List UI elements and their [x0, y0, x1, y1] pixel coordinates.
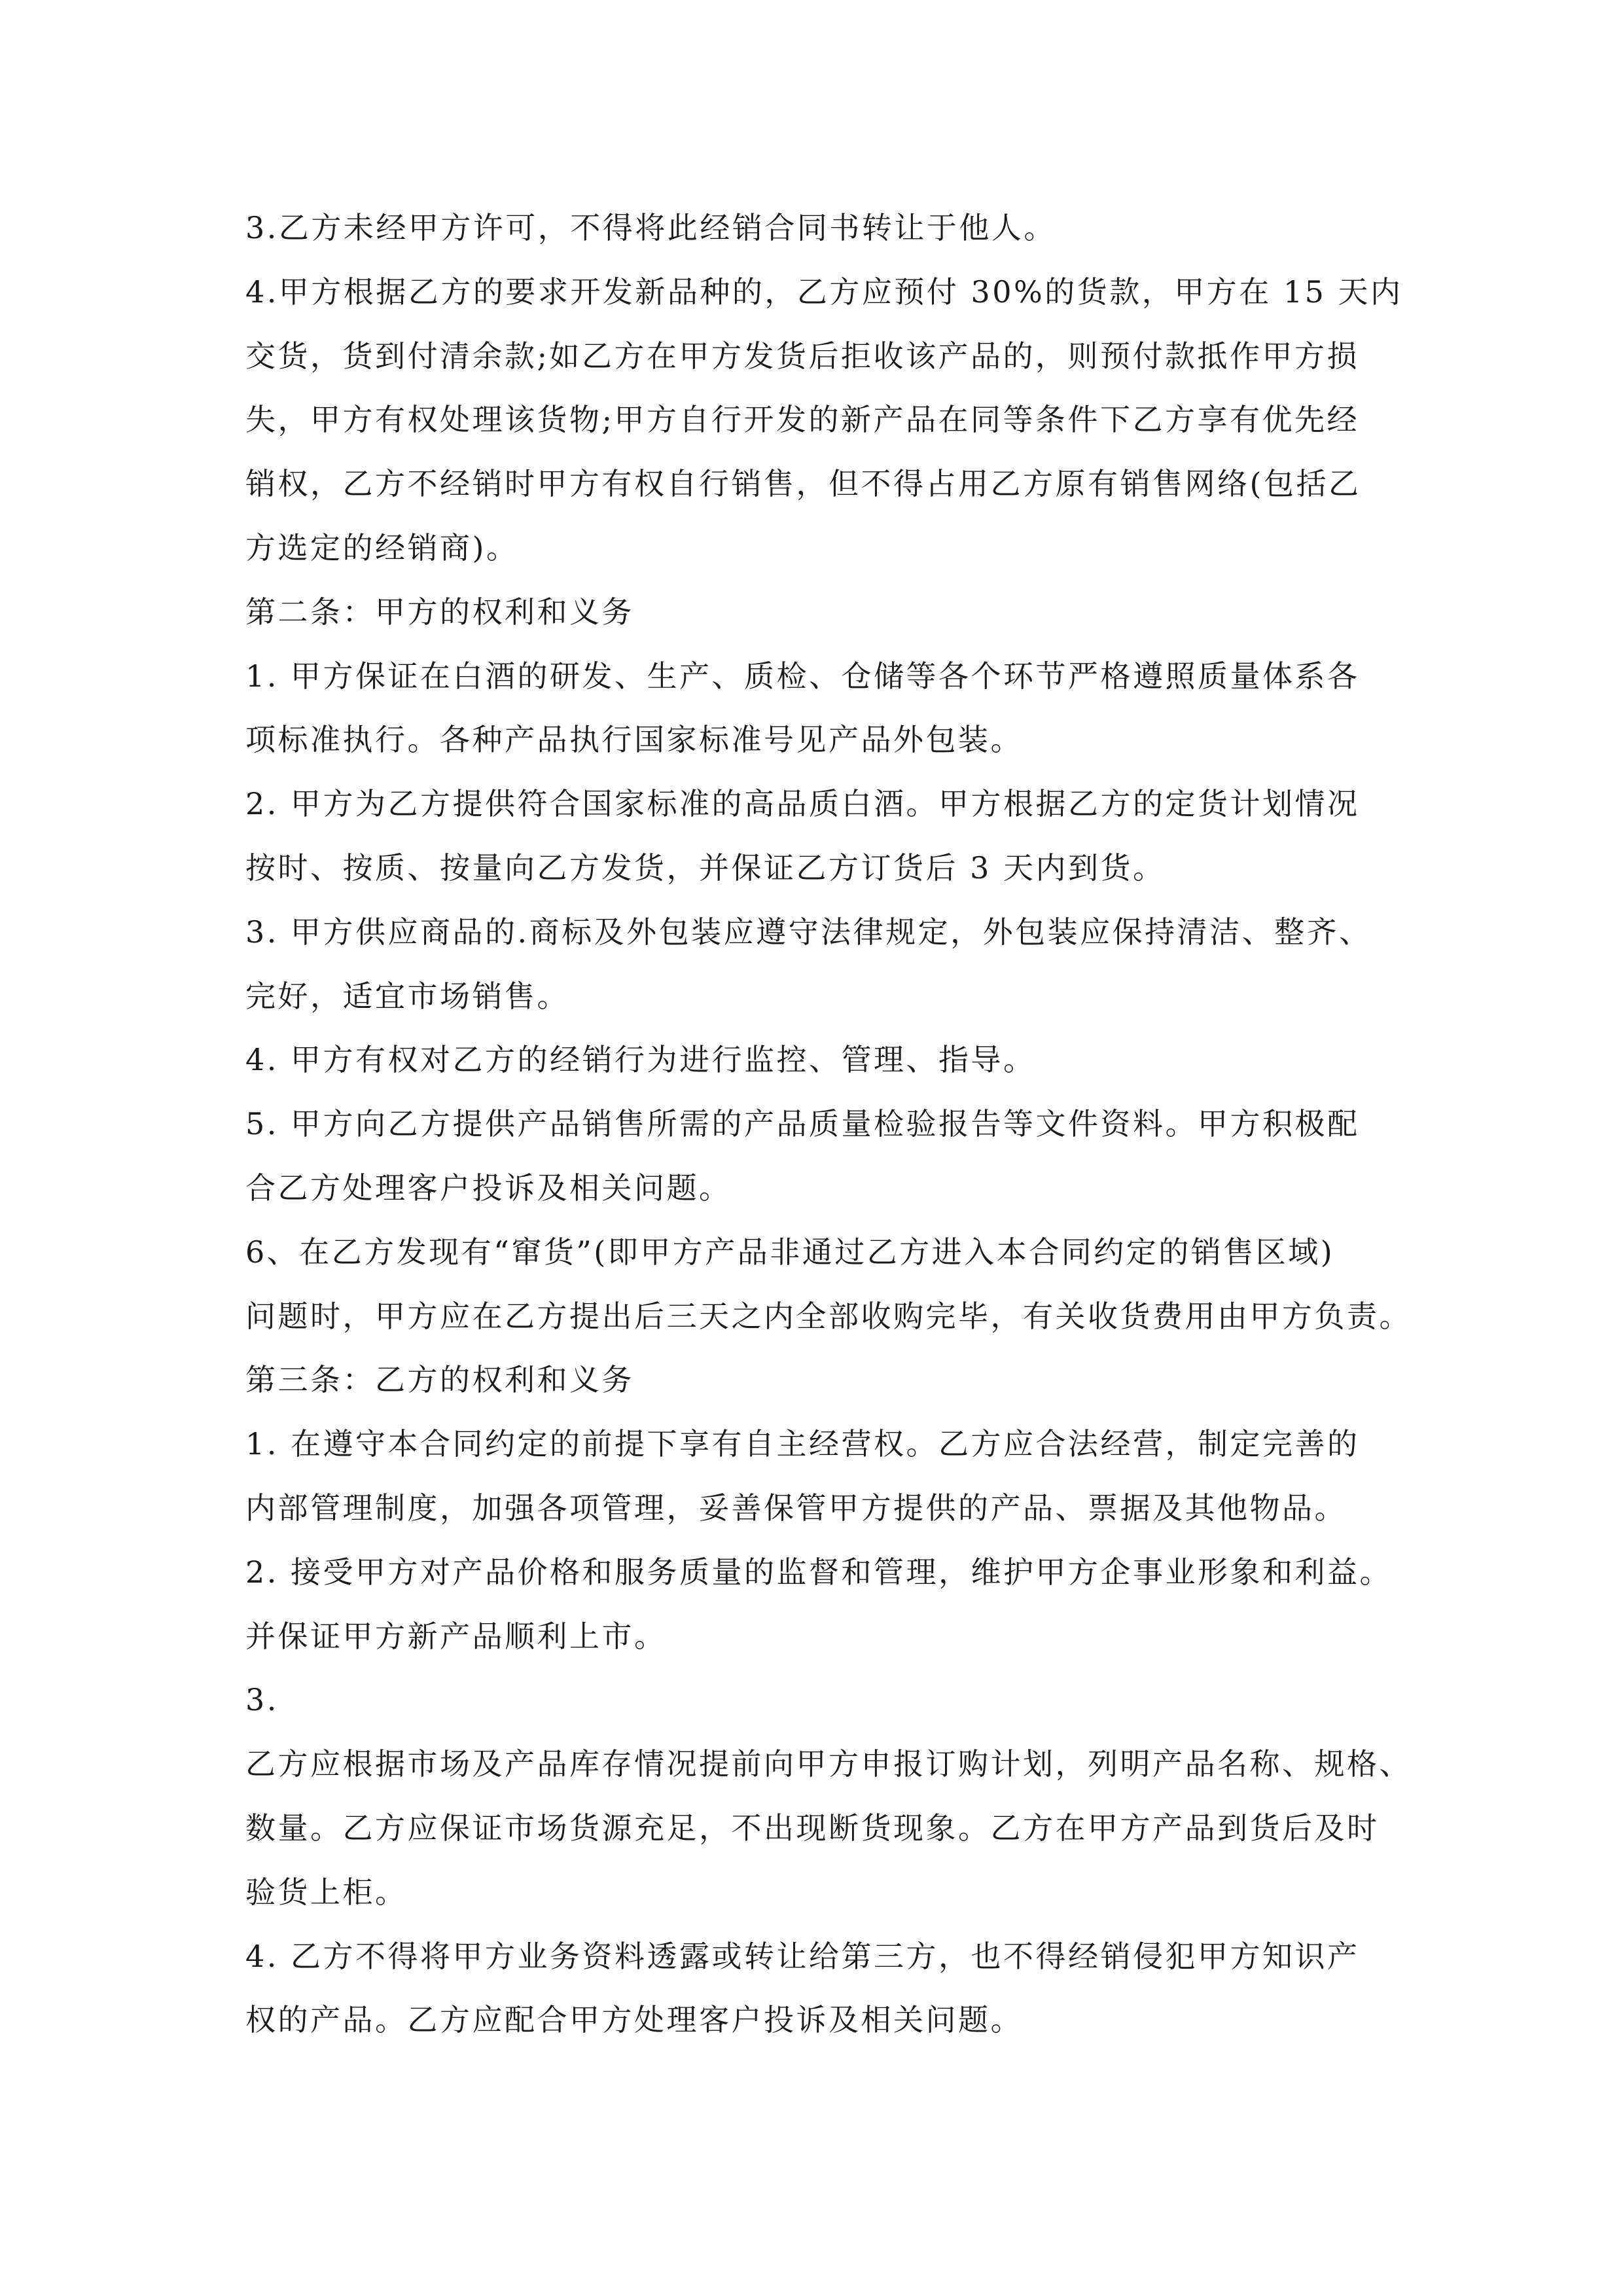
text-line: 6、在乙方发现有“窜货”(即甲方产品非通过乙方进入本合同约定的销售区域): [245, 1234, 1335, 1270]
text-line: 完好，适宜市场销售。: [245, 978, 569, 1014]
text-line: 2. 接受甲方对产品价格和服务质量的监督和管理，维护甲方企事业形象和利益。: [245, 1554, 1393, 1590]
text-line: 1. 在遵守本合同约定的前提下享有自主经营权。乙方应合法经营，制定完善的: [245, 1426, 1360, 1462]
text-line: 乙方应根据市场及产品库存情况提前向甲方申报订购计划，列明产品名称、规格、: [245, 1746, 1412, 1782]
text-line: 2. 甲方为乙方提供符合国家标准的高品质白酒。甲方根据乙方的定货计划情况: [245, 786, 1360, 822]
text-line: 验货上柜。: [245, 1874, 408, 1910]
text-line: 合乙方处理客户投诉及相关问题。: [245, 1170, 732, 1206]
text-line: 数量。乙方应保证市场货源充足，不出现断货现象。乙方在甲方产品到货后及时: [245, 1810, 1380, 1846]
text-line: 方选定的经销商)。: [245, 529, 519, 565]
text-line: 交货，货到付清余款;如乙方在甲方发货后拒收该产品的，则预付款抵作甲方损: [245, 338, 1359, 374]
text-line: 权的产品。乙方应配合甲方处理客户投诉及相关问题。: [245, 2002, 1023, 2038]
text-line: 3.: [245, 1682, 279, 1718]
text-line: 4. 乙方不得将甲方业务资料透露或转让给第三方，也不得经销侵犯甲方知识产: [245, 1938, 1360, 1974]
section-heading: 第三条：乙方的权利和义务: [245, 1362, 634, 1398]
text-line: 并保证甲方新产品顺利上市。: [245, 1618, 667, 1654]
text-line: 5. 甲方向乙方提供产品销售所需的产品质量检验报告等文件资料。甲方积极配: [245, 1106, 1360, 1142]
text-line: 销权，乙方不经销时甲方有权自行销售，但不得占用乙方原有销售网络(包括乙: [245, 466, 1361, 502]
text-line: 问题时，甲方应在乙方提出后三天之内全部收购完毕，有关收货费用由甲方负责。: [245, 1298, 1412, 1334]
text-line: 4. 甲方有权对乙方的经销行为进行监控、管理、指导。: [245, 1042, 1036, 1078]
text-line: 3.乙方未经甲方许可，不得将此经销合同书转让于他人。: [245, 210, 1056, 245]
text-line: 4.甲方根据乙方的要求开发新品种的，乙方应预付 30%的货款，甲方在 15 天内: [245, 274, 1403, 310]
text-line: 项标准执行。各种产品执行国家标准号见产品外包装。: [245, 722, 1023, 758]
text-line: 失，甲方有权处理该货物;甲方自行开发的新产品在同等条件下乙方享有优先经: [245, 402, 1359, 438]
text-line: 1. 甲方保证在白酒的研发、生产、质检、仓储等各个环节严格遵照质量体系各: [245, 658, 1360, 694]
section-heading: 第二条：甲方的权利和义务: [245, 594, 634, 630]
text-line: 内部管理制度，加强各项管理，妥善保管甲方提供的产品、票据及其他物品。: [245, 1490, 1347, 1526]
document-body: [245, 196, 1410, 2053]
text-line: 3. 甲方供应商品的.商标及外包装应遵守法律规定，外包装应保持清洁、整齐、: [245, 914, 1372, 950]
text-line: 按时、按质、按量向乙方发货，并保证乙方订货后 3 天内到货。: [245, 850, 1166, 886]
